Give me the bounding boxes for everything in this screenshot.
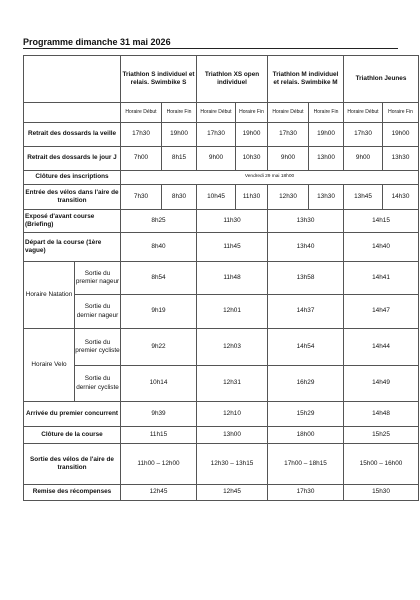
cell-value: 9h19 — [121, 294, 197, 328]
row-label: Départ de la course (1ère vague) — [24, 233, 121, 262]
sub-label: Sortie du dernier cycliste — [76, 375, 119, 391]
cell-value: 12h01 — [197, 294, 268, 328]
header-triathlon-s: Triathlon S individuel et relais. Swimbike S — [121, 56, 197, 103]
cell-value: 14h40 — [344, 233, 419, 262]
cell-value: 8h25 — [121, 210, 197, 233]
cell-value: 14h41 — [344, 262, 419, 295]
cell-value: 13h00 — [197, 427, 268, 444]
row-arrivee — [24, 402, 419, 427]
cell-value: 11h30 — [197, 210, 268, 233]
row-remise — [24, 485, 419, 501]
row-label: Retrait des dossards le jour J — [24, 147, 121, 171]
row-cloture-course — [24, 427, 419, 444]
cell-value: 17h30 — [268, 123, 309, 147]
cell-value: Vendredi 29 mai 18h00 — [121, 171, 419, 185]
header-triathlon-xs: Triathlon XS open individuel — [197, 56, 268, 103]
cell-value: 8h54 — [121, 262, 197, 295]
row-sortie-velos — [24, 444, 419, 485]
sub-label: Sortie du premier cycliste — [75, 329, 120, 366]
title-underline — [23, 48, 398, 49]
cell-value: 9h39 — [121, 402, 197, 427]
sub-label: Sortie du dernier nageur — [76, 303, 119, 319]
cell-value: 10h45 — [197, 185, 236, 210]
cell-value: 10h14 — [121, 366, 197, 402]
cell-value: 15h25 — [344, 427, 419, 444]
cell-value: 19h00 — [236, 123, 268, 147]
subheader-end: Horaire Fin — [162, 103, 197, 123]
cell-value: 13h30 — [268, 210, 344, 233]
cell-value: 15h29 — [268, 402, 344, 427]
cell-value: 11h45 — [197, 233, 268, 262]
cell-value: 13h00 — [309, 147, 344, 171]
cell-value: 19h00 — [383, 123, 419, 147]
row-label: Entrée des vélos dans l'aire de transition — [24, 185, 121, 210]
sub-label: Sortie du premier nageur — [75, 262, 120, 295]
subheader-start: Horaire Début — [121, 103, 162, 123]
row-label: Exposé d'avant course (Briefing) — [24, 210, 121, 233]
cell-value: 17h30 — [268, 485, 344, 501]
group-velo — [24, 329, 121, 402]
group-label: Horaire Natation — [24, 262, 75, 328]
row-label: Retrait des dossards la veille — [24, 123, 121, 147]
cell-value: 18h00 — [268, 427, 344, 444]
subheader-start: Horaire Début — [268, 103, 309, 123]
subheader-start: Horaire Début — [197, 103, 236, 123]
cell-value: 9h00 — [268, 147, 309, 171]
cell-value: 7h30 — [121, 185, 162, 210]
cell-value: 8h15 — [162, 147, 197, 171]
subheader-end: Horaire Fin — [309, 103, 344, 123]
group-natation — [24, 262, 121, 329]
row-label: Arrivée du premier concurrent — [24, 402, 121, 427]
cell-value: 11h48 — [197, 262, 268, 295]
cell-value: 13h58 — [268, 262, 344, 295]
cell-value: 14h30 — [383, 185, 419, 210]
page-title: Programme dimanche 31 mai 2026 — [23, 37, 171, 47]
subheader-start: Horaire Début — [344, 103, 383, 123]
cell-value: 12h03 — [197, 329, 268, 366]
cell-value: 17h00 – 18h15 — [268, 444, 344, 485]
cell-value: 12h45 — [197, 485, 268, 501]
cell-value: 8h40 — [121, 233, 197, 262]
cell-value: 17h30 — [344, 123, 383, 147]
cell-value: 14h44 — [344, 329, 419, 366]
cell-value: 19h00 — [162, 123, 197, 147]
cell-value: 12h30 – 13h15 — [197, 444, 268, 485]
row-entree-velos — [24, 185, 419, 210]
row-velo-premier — [24, 329, 419, 366]
cell-value: 17h30 — [121, 123, 162, 147]
row-retrait-jour — [24, 147, 419, 171]
subheader-row — [24, 103, 419, 123]
cell-value: 13h45 — [344, 185, 383, 210]
cell-value: 12h30 — [268, 185, 309, 210]
row-label: Sortie des vélos de l'aire de transition — [24, 444, 121, 485]
cell-value: 13h30 — [383, 147, 419, 171]
header-empty — [24, 56, 121, 103]
cell-value: 14h54 — [268, 329, 344, 366]
cell-value: 14h47 — [344, 294, 419, 328]
cell-value: 12h45 — [121, 485, 197, 501]
schedule-table — [23, 55, 419, 501]
cell-value: 9h00 — [197, 147, 236, 171]
cell-value: 7h00 — [121, 147, 162, 171]
subheader-empty — [24, 103, 121, 123]
cell-value: 14h15 — [344, 210, 419, 233]
cell-value: 17h30 — [197, 123, 236, 147]
cell-value: 11h15 — [121, 427, 197, 444]
row-label: Remise des récompenses — [24, 485, 121, 501]
cell-value: 13h40 — [268, 233, 344, 262]
cell-value: 12h31 — [197, 366, 268, 402]
row-label: Clôture de la course — [24, 427, 121, 444]
cell-value: 14h49 — [344, 366, 419, 402]
cell-value: 19h00 — [309, 123, 344, 147]
header-row — [24, 56, 419, 103]
subheader-end: Horaire Fin — [236, 103, 268, 123]
cell-value: 14h37 — [268, 294, 344, 328]
header-triathlon-jeunes: Triathlon Jeunes — [344, 56, 419, 103]
cell-value: 15h00 – 16h00 — [344, 444, 419, 485]
cell-value: 12h10 — [197, 402, 268, 427]
cell-value: 10h30 — [236, 147, 268, 171]
row-label: Clôture des inscriptions — [24, 171, 121, 185]
cell-value: 16h29 — [268, 366, 344, 402]
cell-value: 11h30 — [236, 185, 268, 210]
cell-value: 9h00 — [344, 147, 383, 171]
cell-value: 14h48 — [344, 402, 419, 427]
row-depart — [24, 233, 419, 262]
row-retrait-veille — [24, 123, 419, 147]
cell-value: 8h30 — [162, 185, 197, 210]
group-label: Horaire Velo — [24, 329, 75, 401]
subheader-end: Horaire Fin — [383, 103, 419, 123]
cell-value: 13h30 — [309, 185, 344, 210]
row-natation-premier — [24, 262, 419, 295]
header-triathlon-m: Triathlon M individuel et relais. Swimbike M — [268, 56, 344, 103]
cell-value: 11h00 – 12h00 — [121, 444, 197, 485]
cell-value: 15h30 — [344, 485, 419, 501]
row-expose — [24, 210, 419, 233]
cell-value: 9h22 — [121, 329, 197, 366]
row-cloture-inscriptions — [24, 171, 419, 185]
